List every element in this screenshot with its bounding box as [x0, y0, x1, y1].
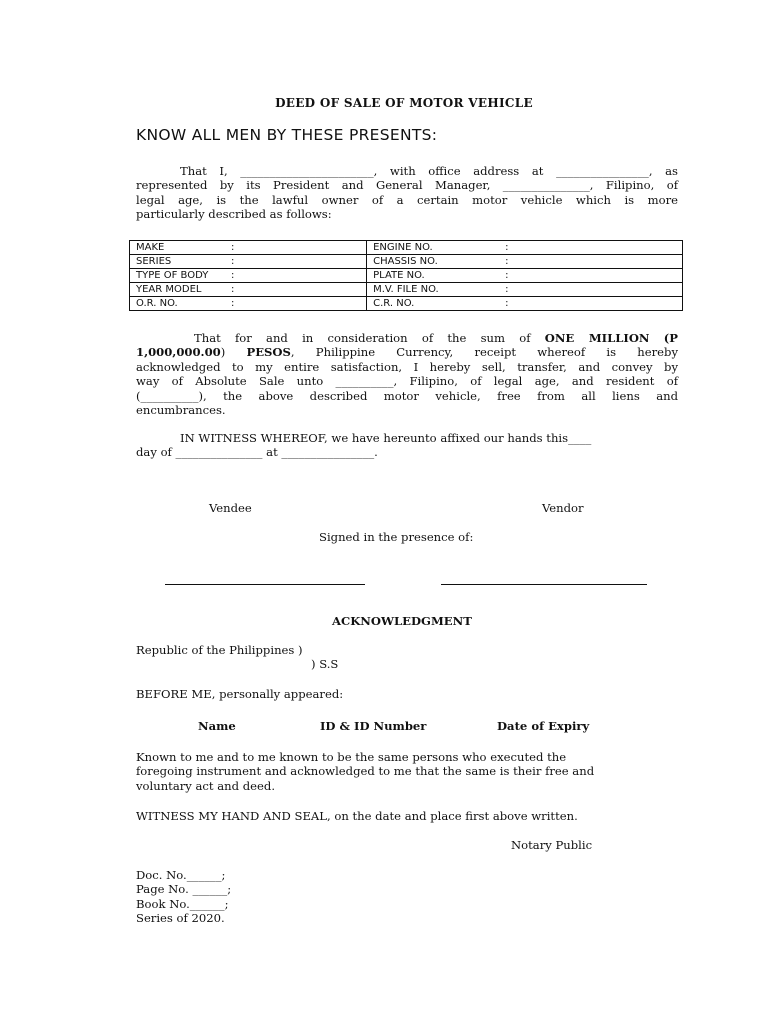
para1-line: That I, _______________________, with office address at ________________, as: [180, 164, 678, 178]
opening-phrase: KNOW ALL MEN BY THESE PRESENTS:: [136, 126, 438, 144]
para1-line: represented by its President and General Manager, _______________, Filipino, of: [136, 178, 678, 193]
column-id-number: ID & ID Number: [320, 719, 427, 733]
table-cell: TYPE OF BODY :: [130, 269, 367, 283]
witness-signature-line-right: [441, 584, 647, 585]
table-row: [130, 297, 683, 311]
doc-number: Doc. No.______;: [136, 868, 226, 882]
para2-line: (__________), the above described motor vehicle, free from all liens and: [136, 388, 678, 403]
witness-seal-line: WITNESS MY HAND AND SEAL, on the date and place first above written.: [136, 809, 578, 823]
known-paragraph: Known to me and to me known to be the same persons who executed the foregoing instrument and acknowledged to me that the same is their free and voluntary act and deed.: [136, 750, 595, 793]
para1-line: particularly described as follows:: [136, 207, 332, 222]
vehicle-details-table: [129, 240, 683, 311]
table-row: [130, 283, 683, 297]
table-row: [130, 269, 683, 283]
table-cell: ENGINE NO. :: [367, 241, 683, 255]
table-cell: M.V. FILE NO. :: [367, 283, 683, 297]
table-cell: C.R. NO. :: [367, 297, 683, 311]
column-name: Name: [198, 719, 236, 733]
signed-presence-label: Signed in the presence of:: [319, 530, 474, 544]
table-cell: YEAR MODEL :: [130, 283, 367, 297]
ownership-paragraph: [136, 164, 678, 222]
table-cell: CHASSIS NO. :: [367, 255, 683, 269]
table-cell: O.R. NO. :: [130, 297, 367, 311]
witness-line-2: day of _______________ at ________________.: [136, 445, 378, 459]
para2-line: 1,000,000.00) PESOS, Philippine Currency, receipt whereof is hereby: [136, 345, 678, 360]
para2-line: way of Absolute Sale unto __________, Filipino, of legal age, and resident of: [136, 374, 678, 389]
book-number: Book No.______;: [136, 896, 229, 911]
table-row: [130, 255, 683, 269]
witness-signature-line-left: [165, 584, 365, 585]
vendee-label: Vendee: [209, 501, 252, 515]
para2-line: encumbrances.: [136, 403, 226, 418]
acknowledgment-heading: ACKNOWLEDGMENT: [332, 614, 472, 628]
table-cell: MAKE :: [130, 241, 367, 255]
vendor-label: Vendor: [542, 501, 584, 515]
table-cell: SERIES :: [130, 255, 367, 269]
table-cell: PLATE NO. :: [367, 269, 683, 283]
notarial-register: [136, 868, 231, 926]
table-row: [130, 241, 683, 255]
column-date-of-expiry: Date of Expiry: [497, 719, 590, 733]
ss-label: ) S.S: [311, 657, 339, 671]
republic-label: Republic of the Philippines ): [136, 643, 303, 657]
notary-public-label: Notary Public: [511, 838, 593, 852]
series-year: Series of 2020.: [136, 911, 225, 926]
para1-line: legal age, is the lawful owner of a certain motor vehicle which is more: [136, 192, 678, 207]
consideration-paragraph: [136, 331, 678, 417]
para2-line: That for and in consideration of the sum of ONE MILLION (P: [194, 331, 678, 345]
before-me-label: BEFORE ME, personally appeared:: [136, 687, 344, 701]
page-number: Page No. ______;: [136, 882, 232, 897]
witness-line-1: IN WITNESS WHEREOF, we have hereunto affixed our hands this____: [180, 431, 592, 445]
para2-line: acknowledged to my entire satisfaction, I hereby sell, transfer, and convey by: [136, 359, 678, 374]
document-title: DEED OF SALE OF MOTOR VEHICLE: [275, 96, 533, 110]
